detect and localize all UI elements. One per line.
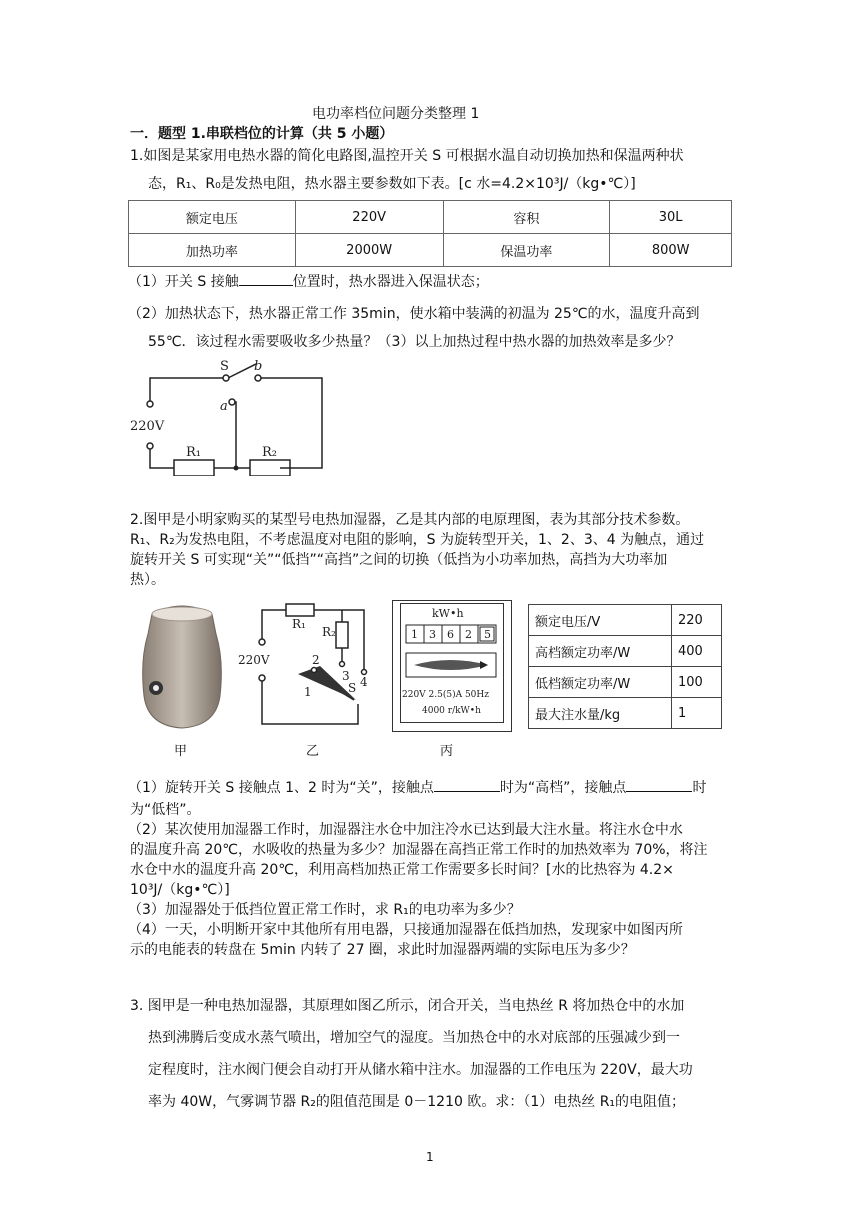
contact-3: [340, 662, 345, 667]
answer-blank[interactable]: [626, 779, 692, 792]
contact-a: [229, 399, 235, 405]
q1-line1: 1.如图是某家用电热水器的简化电路图,温控开关 S 可根据水温自动切换加热和保温两种状: [130, 148, 684, 164]
table-row: [129, 234, 732, 267]
label-contact-3: 3: [342, 669, 350, 683]
q2-part3: （3）加湿器处于低挡位置正常工作时，求 R₁的电功率为多少？: [128, 902, 521, 918]
table-cell: 保温功率: [443, 234, 610, 267]
table-row: [529, 667, 722, 698]
table-cell: 最大注水量/kg: [529, 698, 672, 729]
q1-part1: [128, 272, 489, 292]
label-220v: 220V: [130, 419, 165, 434]
q3-line1: 3. 图甲是一种电热加湿器，其原理如图乙所示，闭合开关，当电热丝 R 将加热仓中的水加: [130, 998, 685, 1014]
table-cell: 220V: [295, 201, 443, 234]
circuit-wire: [262, 610, 286, 640]
document-title: 电功率档位问题分类整理 1: [312, 106, 480, 122]
terminal: [147, 401, 153, 407]
q2-line1: 2.图甲是小明家购买的某型号电热加湿器，乙是其内部的电原理图，表为其部分技术参数。: [130, 512, 690, 528]
q2-part1-text-c: 时: [692, 780, 707, 796]
caption-bing: 丙: [440, 744, 454, 759]
terminal: [147, 443, 153, 449]
q1-part1-text-a: （1）开关 S 接触: [128, 274, 239, 290]
terminal: [259, 639, 265, 645]
table-row: [529, 605, 722, 636]
label-s: S: [348, 681, 357, 695]
q2-part2-b: 的温度升高 20℃，水吸收的热量为多少？加湿器在高挡正常工作时的加热效率为 70%，将注: [130, 842, 708, 858]
terminal: [259, 675, 265, 681]
table-cell: 低档额定功率/W: [529, 667, 672, 698]
energy-meter-display: [400, 603, 504, 721]
label-contact-4: 4: [360, 675, 368, 689]
q1-params-table: [128, 200, 732, 267]
resistor-r1: [174, 460, 214, 476]
meter-digit: 5: [484, 628, 491, 641]
contact-4: [362, 670, 367, 675]
circuit-wire: [150, 448, 174, 468]
q1-part2-cont: 55℃．该过程水需要吸收多少热量？（3）以上加热过程中热水器的加热效率是多少？: [148, 334, 681, 350]
meter-rev: 4000 r/kW•h: [422, 706, 481, 716]
meter-digit: 2: [465, 628, 472, 641]
label-contact-2: 2: [312, 653, 320, 667]
arrow-right-icon: [480, 661, 488, 669]
q2-part2-c: 水仓中水的温度升高 20℃，利用高档加热正常工作需要多长时间？[水的比热容为 4.2×: [130, 862, 674, 878]
label-contact-1: 1: [304, 685, 312, 699]
label-s: S: [220, 359, 229, 374]
meter-digit: 6: [447, 628, 454, 641]
table-cell: 100: [672, 667, 722, 698]
q2-line4: 热）。: [130, 572, 165, 588]
table-cell: 额定电压: [129, 201, 296, 234]
resistor-r2: [336, 622, 348, 648]
circuit-wire: [314, 610, 364, 670]
q1-circuit-diagram: [128, 356, 328, 476]
q3-line3: 定程度时，注水阀门便会自动打开从储水箱中注水。加湿器的工作电压为 220V，最大功: [148, 1062, 693, 1078]
label-220v: 220V: [238, 653, 270, 667]
meter-digit: 1: [411, 628, 418, 641]
table-row: [529, 636, 722, 667]
q1-part1-text-b: 位置时，热水器进入保温状态；: [292, 274, 489, 290]
q2-line3: 旋转开关 S 可实现“关”“低挡”“高挡”之间的切换（低挡为小功率加热，高挡为大功率加: [130, 552, 668, 568]
resistor-r1: [286, 604, 314, 616]
meter-unit: kW•h: [432, 607, 464, 620]
section-heading: 一．题型 1.串联档位的计算（共 5 小题）: [130, 126, 394, 142]
table-cell: 容积: [443, 201, 610, 234]
q2-circuit-diagram: [234, 600, 382, 732]
q2-part1-cont: 为“低档”。: [130, 802, 201, 818]
q1-part2: （2）加热状态下，热水器正常工作 35min，使水箱中装满的初温为 25℃的水，温度升高到: [128, 306, 700, 322]
meter-disc: [414, 660, 488, 670]
junction-dot: [234, 466, 239, 471]
table-row: [129, 201, 732, 234]
table-cell: 220: [672, 605, 722, 636]
table-cell: 2000W: [295, 234, 443, 267]
humidifier-image: [132, 600, 232, 732]
q2-part1-text-b: 时为“高档”，接触点: [499, 780, 627, 796]
label-r1: R₁: [292, 617, 306, 631]
circuit-wire: [232, 402, 236, 468]
q2-part1-text-a: （1）旋转开关 S 接触点 1、2 时为“关”，接触点: [128, 780, 434, 796]
contact-2: [312, 668, 317, 673]
switch-pivot: [223, 375, 229, 381]
caption-jia: 甲: [174, 744, 188, 759]
table-cell: 高档额定功率/W: [529, 636, 672, 667]
contact-b: [255, 375, 261, 381]
q2-part2-d: 10³J/（kg•℃）]: [130, 882, 230, 898]
label-r2: R₂: [262, 445, 277, 460]
label-r2: R₂: [322, 625, 336, 639]
label-b: b: [254, 359, 263, 374]
q2-tech-table: [528, 604, 722, 729]
table-cell: 400: [672, 636, 722, 667]
table-row: [529, 698, 722, 729]
q2-part2-a: （2）某次使用加湿器工作时，加湿器注水仓中加注冷水已达到最大注水量。将注水仓中水: [128, 822, 683, 838]
label-r1: R₁: [186, 445, 201, 460]
circuit-wire: [150, 378, 224, 402]
answer-blank[interactable]: [239, 273, 293, 286]
meter-spec: 220V 2.5(5)A 50Hz: [402, 690, 490, 700]
q3-line4: 率为 40W，气雾调节器 R₂的阻值范围是 0－1210 欧。求：（1）电热丝 R₁的电阻值；: [148, 1094, 686, 1110]
q2-part4-b: 示的电能表的转盘在 5min 内转了 27 圈，求此时加湿器两端的实际电压为多少？: [130, 942, 635, 958]
page-number: 1: [426, 1150, 434, 1164]
meter-digit: 3: [429, 628, 436, 641]
caption-yi: 乙: [306, 744, 320, 759]
switch-blade: [228, 364, 256, 378]
label-a: a: [220, 399, 228, 414]
q3-line2: 热到沸腾后变成水蒸气喷出，增加空气的湿度。当加热仓中的水对底部的压强减少到一: [148, 1030, 680, 1046]
q2-line2: R₁、R₂为发热电阻，不考虑温度对电阻的影响，S 为旋转型开关，1、2、3、4 为触点，通过: [130, 532, 705, 548]
q1-line2: 态，R₁、R₀是发热电阻，热水器主要参数如下表。[c 水=4.2×10³J/（kg•℃）]: [148, 176, 636, 192]
q2-part1: [128, 778, 706, 798]
table-cell: 加热功率: [129, 234, 296, 267]
table-cell: 额定电压/V: [529, 605, 672, 636]
table-cell: 1: [672, 698, 722, 729]
table-cell: 30L: [610, 201, 732, 234]
q2-part4-a: （4）一天，小明断开家中其他所有用电器，只接通加湿器在低挡加热，发现家中如图丙所: [128, 922, 683, 938]
answer-blank[interactable]: [434, 779, 500, 792]
table-cell: 800W: [610, 234, 732, 267]
